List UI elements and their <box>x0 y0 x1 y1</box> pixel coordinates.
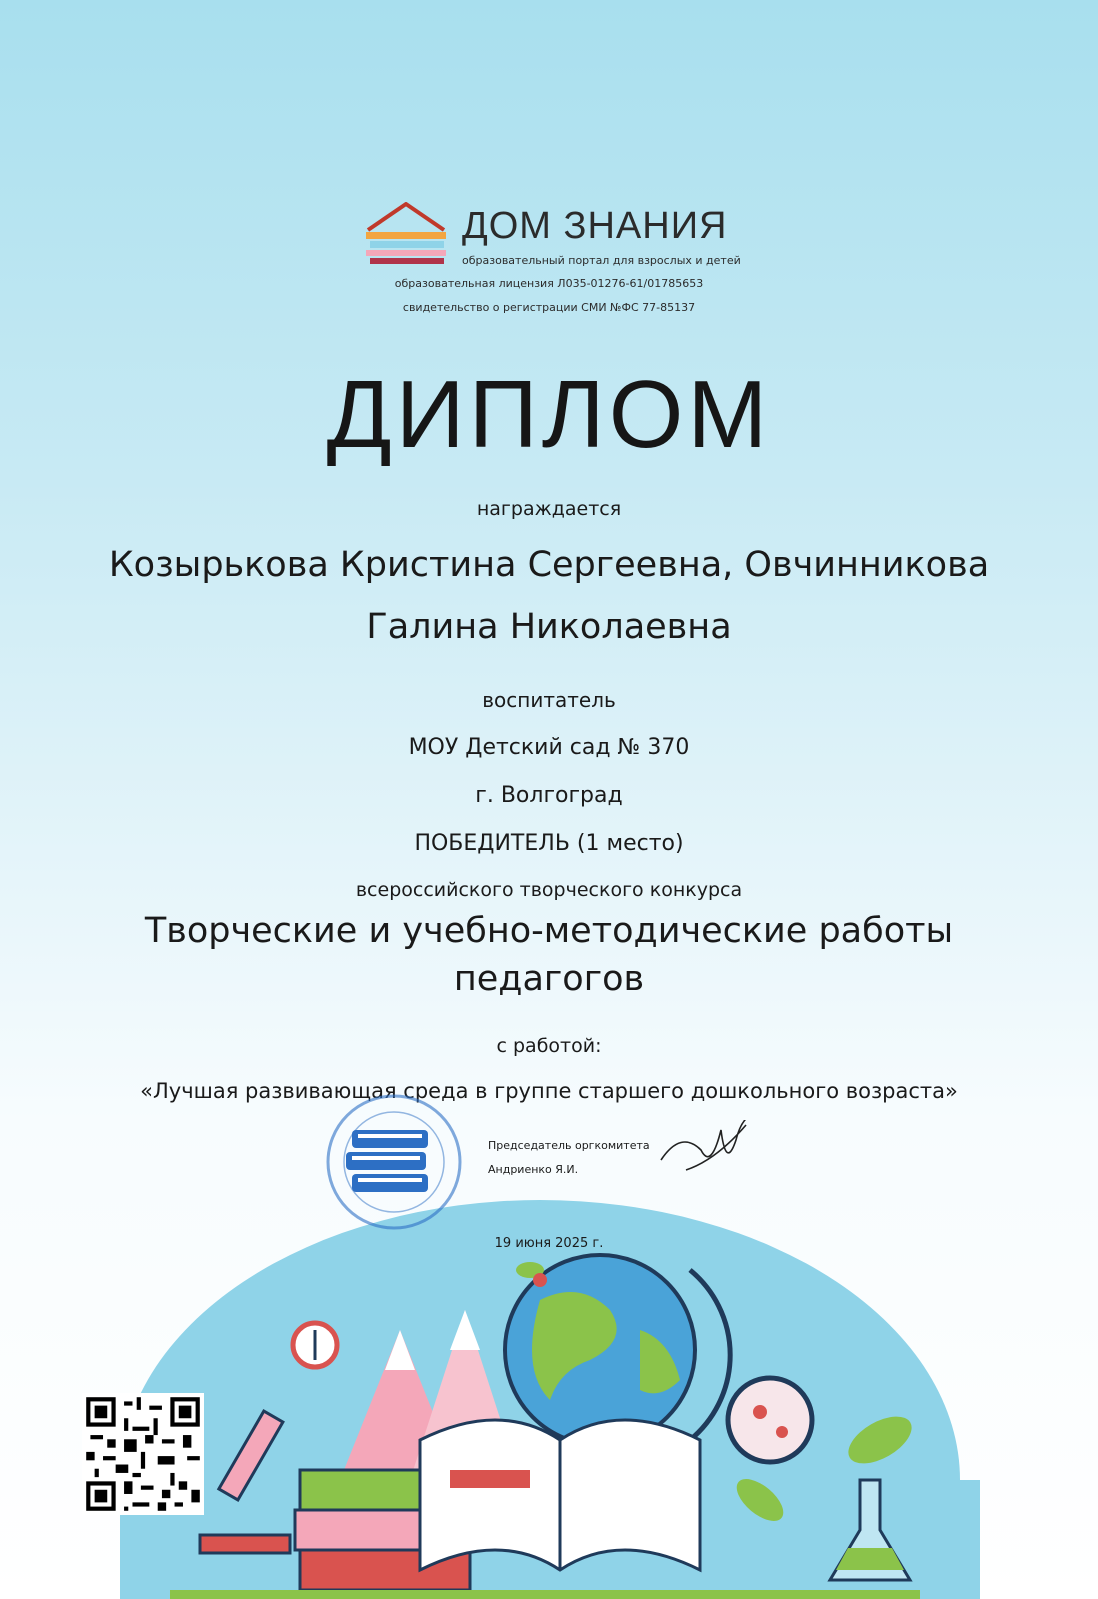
magnifier-shape <box>728 1378 812 1462</box>
organization-text: МОУ Детский сад № 370 <box>408 735 690 760</box>
license-text: образовательная лицензия Л035-01276-61/01785653 <box>394 277 704 290</box>
chair-name: Андриенко Я.И. <box>488 1163 579 1176</box>
city-text: г. Волгоград <box>475 783 623 808</box>
house-of-books-logo-icon <box>364 202 448 266</box>
signature-scribble <box>656 1120 756 1180</box>
organization-stamp <box>324 1092 464 1232</box>
result-text: ПОБЕДИТЕЛЬ (1 место) <box>414 831 684 856</box>
brand-tagline: образовательный портал для взрослых и детей <box>462 254 741 267</box>
qr-code <box>82 1393 204 1515</box>
chair-label: Председатель оргкомитета <box>488 1139 650 1152</box>
registration-text: свидетельство о регистрации СМИ №ФС 77-85137 <box>402 301 696 314</box>
issue-date: 19 июня 2025 г. <box>494 1236 604 1251</box>
diploma-title: ДИПЛОМ <box>326 361 772 468</box>
work-title: «Лучшая развивающая среда в группе старшего дошкольного возраста» <box>140 1079 958 1103</box>
contest-name: Творческие и учебно-методические работы педагогов <box>144 911 954 999</box>
work-intro: с работой: <box>496 1035 602 1057</box>
brand-name: ДОМ ЗНАНИЯ <box>462 205 728 247</box>
position-text: воспитатель <box>482 688 616 712</box>
contest-intro: всероссийского творческого конкурса <box>355 879 743 901</box>
awarded-label: награждается <box>476 498 622 520</box>
awardee-names: Козырькова Кристина Сергеевна, Овчинникова Галина Николаевна <box>108 545 990 647</box>
